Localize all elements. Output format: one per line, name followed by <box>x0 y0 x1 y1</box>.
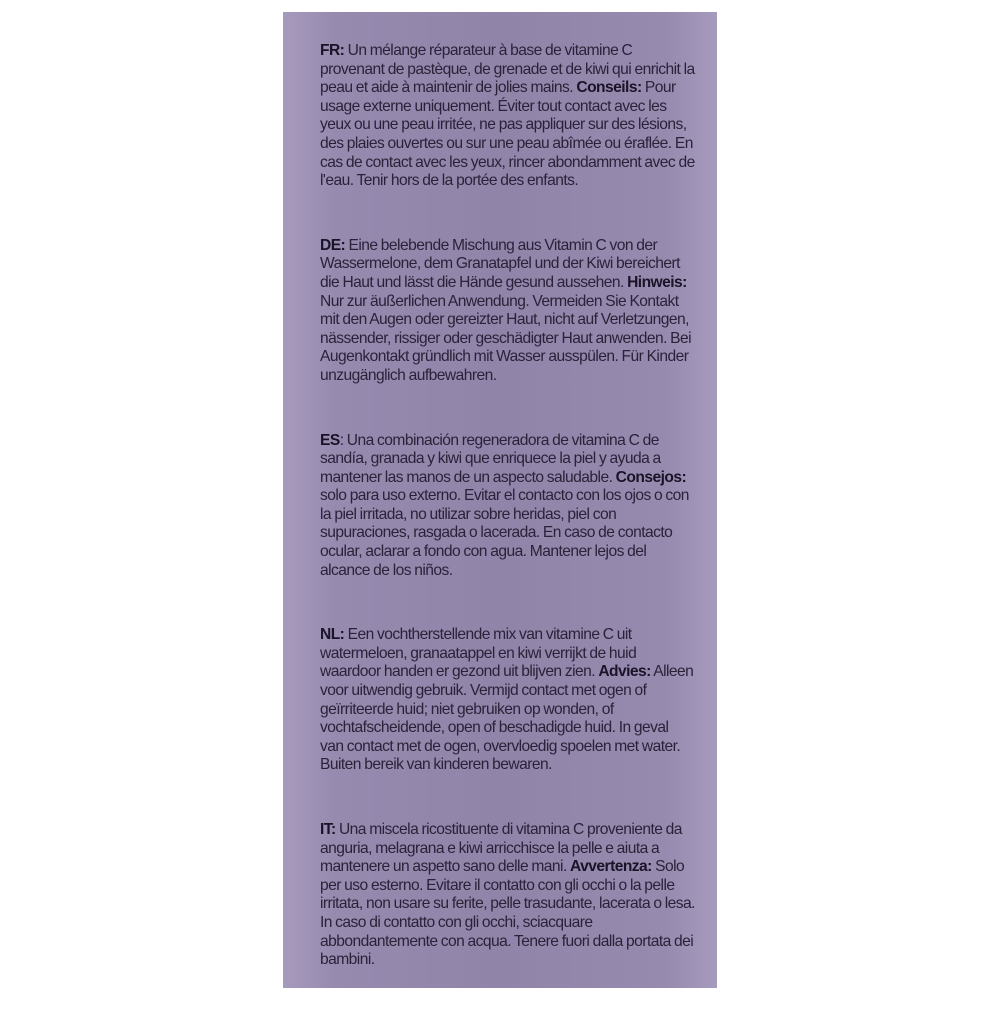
advice-text: Alleen voor uitwendig gebruik. Vermijd contact met ogen of geïrriteerde huid; niet gebruiken op wonden, of vochtafscheidende, open of beschadigde huid. In geval van contact met de ogen, overvloedig spoelen met water. Buiten bereik van kinderen bewaren. <box>320 663 694 774</box>
advice-text: Pour usage externe uniquement. Éviter tout contact avec les yeux ou une peau irritée, ne pas appliquer sur des lésions, des plaies ouvertes ou sur une peau abîmée ou éraflée. En cas de contact avec les yeux, rincer abondamment avec de l'eau. Tenir hors de la portée des enfants. <box>320 79 695 190</box>
advice-label: Advies: <box>598 663 651 681</box>
description-text: Una miscela ricostituente di vitamina C proveniente da anguria, melagrana e kiwi arricchisce la pelle e aiuta a mantenere un aspetto sano delle mani. <box>320 821 682 876</box>
advice-text: Nur zur äußerlichen Anwendung. Vermeiden Sie Kontakt mit den Augen oder gereizter Haut, nicht auf Verletzungen, nässender, rissiger oder geschädigter Haut anwenden. Bei Augenkontakt gründlich mit Wasser ausspülen. Für Kinder unzugänglich aufbewahren. <box>320 292 692 384</box>
description-text: : Una combinación regeneradora de vitamina C de sandía, granada y kiwi que enriquece la piel y ayuda a mantener las manos de un aspecto saludable. <box>320 431 661 486</box>
description-text: Un mélange réparateur à base de vitamine C provenant de pastèque, de grenade et de kiwi qui enrichit la peau et aide à maintenir de jolies mains. <box>320 42 695 97</box>
description-text: Eine belebende Mischung aus Vitamin C von der Wassermelone, dem Granatapfel und der Kiwi bereichert die Haut und lässt die Hände gesund aussehen. <box>320 236 680 291</box>
advice-label: Conseils: <box>576 79 642 97</box>
advice-label: Consejos: <box>615 468 687 486</box>
product-label-panel <box>283 12 717 988</box>
language-code: IT: <box>320 821 336 838</box>
description-text: Een vochtherstellende mix van vitamine C uit watermeloen, granaatappel en kiwi verrijkt de huid waardoor handen er gezond uit blijven zien. <box>320 626 637 681</box>
language-code: DE: <box>320 236 346 254</box>
advice-label: Hinweis: <box>627 273 687 291</box>
advice-label: Avvertenza: <box>570 858 652 876</box>
block-nl <box>320 626 695 775</box>
block-de <box>320 237 695 386</box>
advice-text: solo para uso externo. Evitar el contacto con los ojos o con la piel irritada, no utilizar sobre heridas, piel con supuraciones, rasgada o lacerada. En caso de contacto ocular, aclarar a fondo con agua. Mantener lejos del alcance de los niños. <box>320 487 689 579</box>
advice-text: Solo per uso esterno. Evitare il contatto con gli occhi o la pelle irritata, non usare su ferite, pelle trasudante, lacerata o lesa. In caso di contatto con gli occhi, sciacquare abbondantemente con acqua. Tenere fuori dalla portata dei bambini. <box>320 858 695 969</box>
block-fr <box>320 42 695 191</box>
language-code: NL: <box>320 626 345 644</box>
language-code: FR: <box>320 42 345 59</box>
multilingual-text <box>320 42 695 1016</box>
block-es <box>320 432 695 581</box>
language-code: ES <box>320 431 340 449</box>
block-it <box>320 821 695 970</box>
